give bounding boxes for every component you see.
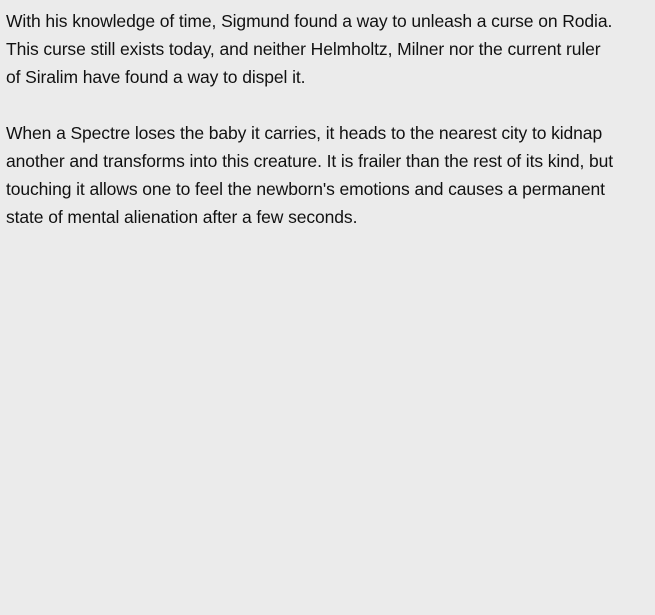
lore-line: touching it allows one to feel the newborn's emotions and causes a permanent [6,179,605,199]
lore-line: With his knowledge of time, Sigmund found a way to unleash a curse on Rodia. [6,11,613,31]
lore-paragraph-2 [6,119,649,231]
lore-text-panel [0,0,655,231]
lore-paragraph-1 [6,7,649,91]
lore-line: When a Spectre loses the baby it carries, it heads to the nearest city to kidnap [6,123,603,143]
lore-line: of Siralim have found a way to dispel it. [6,67,306,87]
lore-line: another and transforms into this creature. It is frailer than the rest of its kind, but [6,151,614,171]
lore-line: state of mental alienation after a few seconds. [6,207,358,227]
lore-line: This curse still exists today, and neither Helmholtz, Milner nor the current ruler [6,39,601,59]
